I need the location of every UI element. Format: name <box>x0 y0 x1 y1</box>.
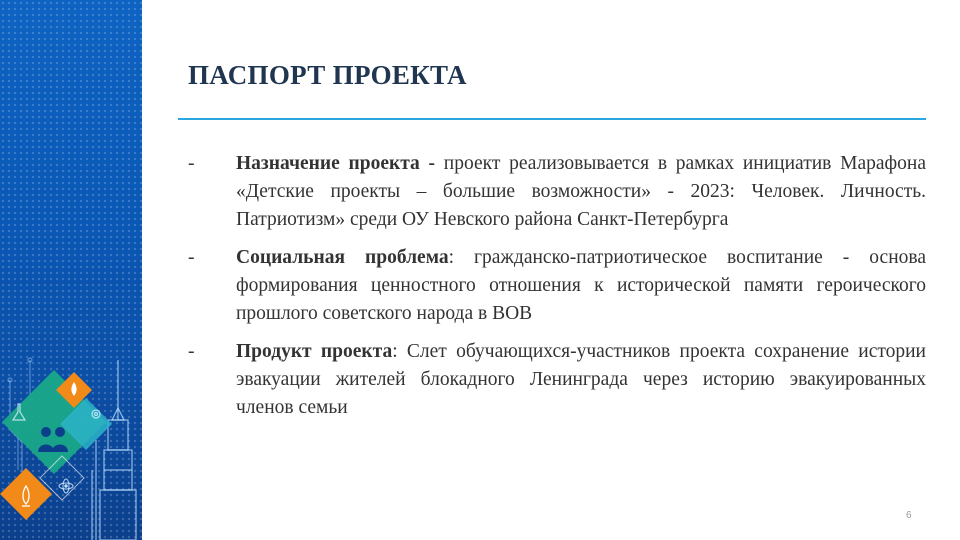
bullet-dash: - <box>188 341 195 362</box>
sidebar-artwork <box>0 0 142 540</box>
project-passport-list <box>188 150 926 432</box>
decorative-sidebar <box>0 0 142 540</box>
list-item-product <box>188 338 926 422</box>
list-item-purpose <box>188 150 926 234</box>
bullet-dash: - <box>188 153 195 174</box>
bullet-dash: - <box>188 247 195 268</box>
purpose-label: Назначение проекта - <box>236 153 436 174</box>
purpose-text: проект реализовывается в рамках инициатив Марафона «Детские проекты – большие возможности» - 2023: Человек. Личность. Патриотизм» среди ОУ Невского района Санкт-Петербурга <box>236 153 926 230</box>
social-problem-label: Социальная проблема <box>236 247 449 268</box>
product-text: : Слет обучающихся-участников проекта сохранение истории эвакуации жителей блокадного Ленинграда через историю эвакуированных членов семьи <box>236 341 926 418</box>
product-label: Продукт проекта <box>236 341 393 362</box>
page-number: 6 <box>906 510 912 521</box>
spire-icon <box>92 360 136 540</box>
slide-title: ПАСПОРТ ПРОЕКТА <box>188 60 467 90</box>
diamond-orange-bottom <box>0 468 52 520</box>
social-problem-text: : гражданско-патриотическое воспитание - основа формирования ценностного отношения к исторической памяти героического прошлого советского народа в ВОВ <box>236 247 926 324</box>
list-item-social-problem <box>188 244 926 328</box>
title-underline <box>178 118 926 120</box>
